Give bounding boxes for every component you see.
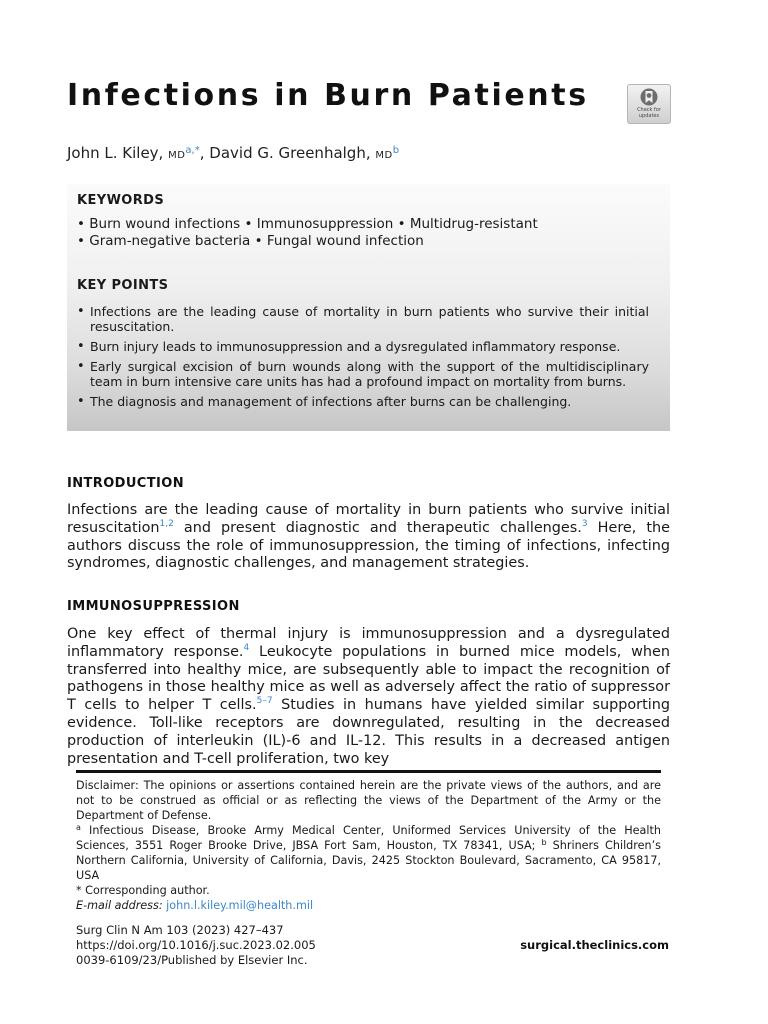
key-point-text: • Infections are the leading cause of mortality in burn patients who survive their initial resuscitation. [90, 304, 649, 334]
key-point-text: • Early surgical excision of burn wounds along with the support of the multidisciplinary team in burn intensive care units has had a profound impact on mortality from burns. [90, 359, 649, 389]
disclaimer-footnote: Disclaimer: The opinions or assertions contained herein are the private views of the authors, and are not to be construed as official or as reflecting the views of the Department of the Army or the Department of Defense. [76, 779, 661, 822]
key-point-item [77, 339, 649, 354]
affiliation-text: Infectious Disease, Brooke Army Medical Center, Uniformed Services University of the Health Sciences, 3551 Roger Brooke Drive, JBSA Fort Sam, Houston, TX 78341, USA; [76, 824, 661, 852]
paragraph-text: and present diagnostic and therapeutic challenges. [173, 519, 582, 536]
author-degree: MD [168, 150, 186, 161]
author-degree: MD [375, 150, 393, 161]
immunosuppression-paragraph [67, 626, 670, 768]
issn-publisher: 0039-6109/23/Published by Elsevier Inc. [76, 953, 308, 967]
key-point-item [77, 359, 649, 389]
key-point-text: • Burn injury leads to immunosuppression and a dysregulated inflammatory response. [90, 339, 621, 354]
author-separator: , [199, 144, 210, 162]
corresponding-author-note: * Corresponding author. [76, 884, 210, 897]
key-points-list [77, 304, 649, 414]
keywords-line: • Gram-negative bacteria • Fungal wound infection [77, 233, 424, 249]
paragraph-text: Leukocyte populations in burned mice models, when transferred into healthy mice, are subsequently able to impact the recognition of pathogens in those healthy mice as well as adversely affect the ratio of suppressor T cells to helper T cells. [67, 643, 670, 714]
key-point-item [77, 304, 649, 334]
keywords-keypoints-box [67, 184, 670, 431]
email-link[interactable]: john.l.kiley.mil@health.mil [166, 899, 314, 912]
paragraph-text: One key effect of thermal injury is immunosuppression and a dysregulated inflammatory response. [67, 626, 670, 660]
author-name: John L. Kiley, [67, 144, 169, 162]
affiliations-footnote [76, 823, 661, 883]
crossmark-label-line2: updates [638, 112, 660, 119]
reference-link[interactable]: 5–7 [256, 696, 273, 707]
keywords-heading: KEYWORDS [77, 193, 165, 208]
paragraph-text: Here, the authors discuss the role of immunosuppression, the timing of infections, infecting syndromes, diagnostic challenges, and management strategies. [67, 519, 670, 572]
reference-link[interactable]: 4 [243, 642, 250, 653]
reference-link[interactable]: 3 [581, 518, 588, 529]
affiliation-mark: a [76, 823, 81, 832]
immunosuppression-heading: IMMUNOSUPPRESSION [67, 599, 240, 614]
journal-citation: Surg Clin N Am 103 (2023) 427–437 [76, 923, 284, 937]
email-label: E-mail address: [76, 899, 163, 912]
affiliation-link[interactable]: b [392, 145, 400, 156]
key-points-heading: KEY POINTS [77, 278, 169, 293]
author-name: David G. Greenhalgh, [209, 144, 376, 162]
introduction-heading: INTRODUCTION [67, 476, 184, 491]
key-point-text: • The diagnosis and management of infections after burns can be challenging. [90, 394, 572, 409]
doi-link[interactable]: https://doi.org/10.1016/j.suc.2023.02.005 [76, 938, 316, 952]
reference-link[interactable]: 1,2 [159, 518, 174, 529]
author-line [67, 144, 399, 162]
article-title: Infections in Burn Patients [67, 78, 589, 113]
introduction-paragraph [67, 502, 670, 573]
email-footnote [76, 898, 661, 913]
affiliation-mark: b [541, 838, 547, 847]
paragraph-text: Studies in humans have yielded similar supporting evidence. Toll-like receptors are downregulated, resulting in the decreased production of interleukin (IL)-6 and IL-12. This results in a decreased antigen presentation and T-cell proliferation, two key [67, 697, 670, 767]
affiliation-link[interactable]: a,* [185, 145, 200, 156]
footnote-divider [76, 770, 661, 773]
crossmark-icon [638, 87, 660, 107]
crossmark-label-line1: Check for [637, 107, 661, 113]
check-for-updates-badge[interactable] [627, 84, 671, 124]
paragraph-text: Infections are the leading cause of mortality in burn patients who survive initial resuscitation [67, 502, 670, 536]
crossmark-label [629, 108, 669, 119]
key-point-item [77, 394, 649, 409]
affiliation-text: Shriners Children’s Northern California, University of California, Davis, 2425 Stockton Boulevard, Sacramento, CA 95817, USA [76, 839, 661, 882]
journal-website[interactable]: surgical.theclinics.com [520, 938, 669, 952]
keywords-line: • Burn wound infections • Immunosuppression • Multidrug-resistant [77, 216, 538, 232]
